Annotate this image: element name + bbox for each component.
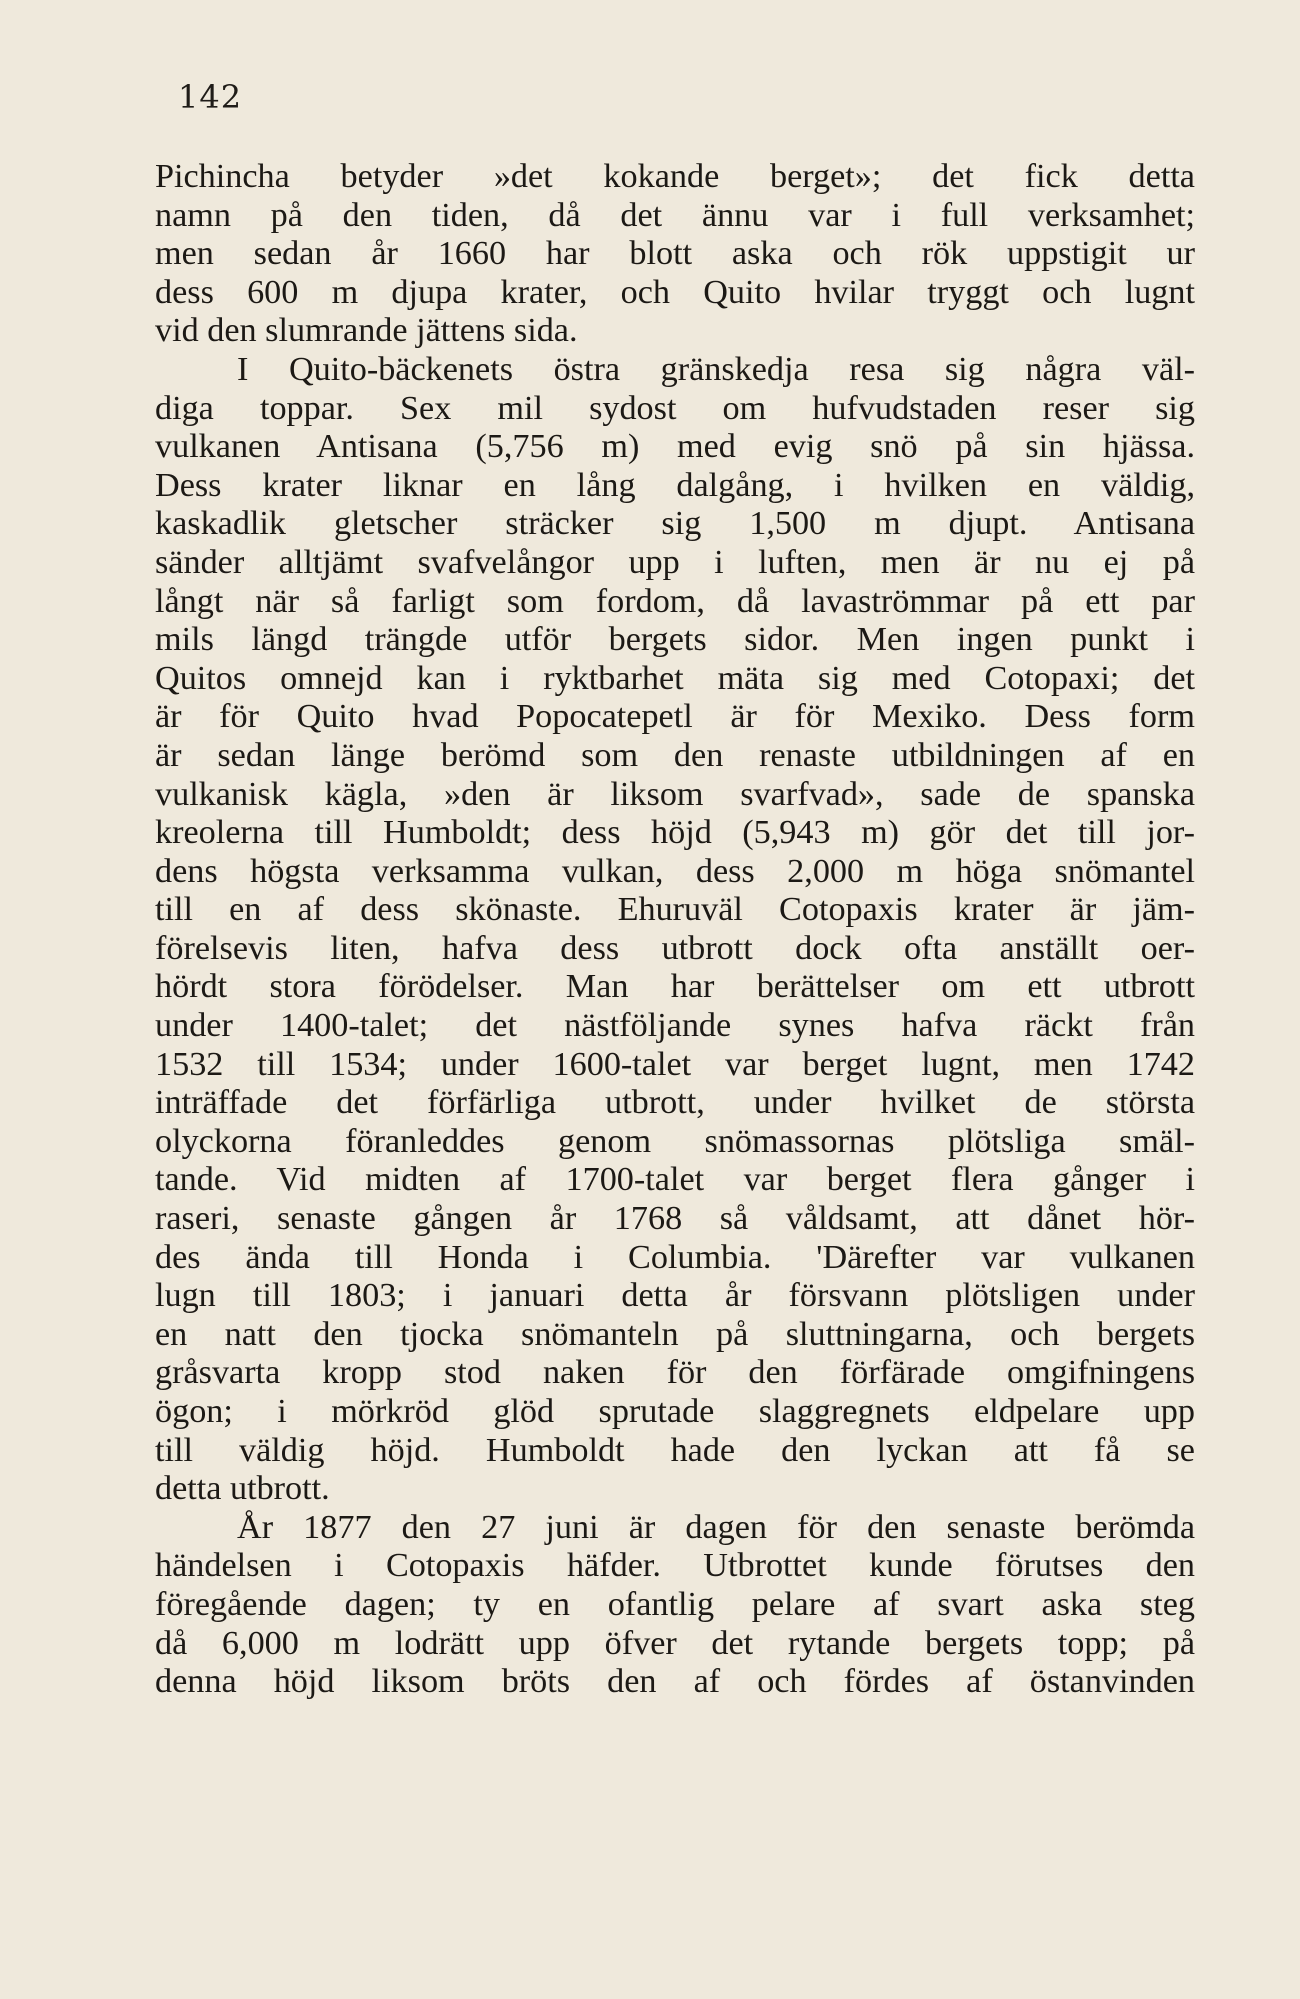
text-line: vulkanen Antisana (5,756 m) med evig snö på sin hjässa. <box>155 428 1195 466</box>
text-line: denna höjd liksom bröts den af och fördes af östanvinden <box>155 1663 1195 1701</box>
text-line: kreolerna till Humboldt; dess höjd (5,943 m) gör det till jor- <box>155 814 1195 852</box>
text-line: tande. Vid midten af 1700-talet var berget flera gånger i <box>155 1161 1195 1199</box>
text-line: förelsevis liten, hafva dess utbrott dock ofta anställt oer- <box>155 929 1195 967</box>
text-line: Pichincha betyder »det kokande berget»; det fick detta <box>155 158 1195 195</box>
text-line: långt när så farligt som fordom, då lavaströmmar på ett par <box>155 582 1195 620</box>
text-line: I Quito-bäckenets östra gränskedja resa sig några väl- <box>237 350 1195 388</box>
text-line: olyckorna föranleddes genom snömassornas plötsliga smäl- <box>155 1122 1195 1160</box>
text-line: vulkanisk kägla, »den är liksom svarfvad», sade de spanska <box>155 775 1195 813</box>
text-line: men sedan år 1660 har blott aska och rök uppstigit ur <box>155 235 1195 273</box>
text-line: en natt den tjocka snömanteln på sluttningarna, och bergets <box>155 1315 1195 1353</box>
text-line: till väldig höjd. Humboldt hade den lyckan att få se <box>155 1431 1195 1469</box>
text-line: des ända till Honda i Columbia. 'Därefter var vulkanen <box>155 1238 1195 1276</box>
text-line: till en af dess skönaste. Ehuruväl Cotopaxis krater är jäm- <box>155 891 1195 929</box>
text-line: 1532 till 1534; under 1600-talet var berget lugnt, men 1742 <box>155 1045 1195 1083</box>
text-line: diga toppar. Sex mil sydost om hufvudstaden reser sig <box>155 389 1195 427</box>
text-line: sänder alltjämt svafvelångor upp i luften, men är nu ej på <box>155 543 1195 581</box>
page-number: 142 <box>178 78 243 116</box>
text-line: vid den slumrande jättens sida. <box>155 312 578 350</box>
body-text <box>155 158 1195 1702</box>
text-line: inträffade det förfärliga utbrott, under hvilket de största <box>155 1084 1195 1122</box>
text-line: År 1877 den 27 juni är dagen för den senaste berömda <box>237 1508 1195 1546</box>
text-line: mils längd trängde utför bergets sidor. Men ingen punkt i <box>155 621 1195 659</box>
text-line: Quitos omnejd kan i ryktbarhet mäta sig med Cotopaxi; det <box>155 659 1195 697</box>
text-line: händelsen i Cotopaxis häfder. Utbrottet kunde förutses den <box>155 1547 1195 1585</box>
text-line: föregående dagen; ty en ofantlig pelare af svart aska steg <box>155 1585 1195 1623</box>
text-line: detta utbrott. <box>155 1470 330 1508</box>
text-line: raseri, senaste gången år 1768 så våldsamt, att dånet hör- <box>155 1200 1195 1238</box>
text-line: dens högsta verksamma vulkan, dess 2,000 m höga snömantel <box>155 852 1195 890</box>
text-line: ögon; i mörkröd glöd sprutade slaggregnets eldpelare upp <box>155 1393 1195 1430</box>
text-line: dess 600 m djupa krater, och Quito hvilar tryggt och lugnt <box>155 273 1195 311</box>
text-line: Dess krater liknar en lång dalgång, i hvilken en väldig, <box>155 466 1195 504</box>
text-line: under 1400-talet; det nästföljande synes hafva räckt från <box>155 1007 1195 1045</box>
text-line: är för Quito hvad Popocatepetl är för Mexiko. Dess form <box>155 698 1195 736</box>
text-line: lugn till 1803; i januari detta år försvann plötsligen under <box>155 1277 1195 1315</box>
text-line: kaskadlik gletscher sträcker sig 1,500 m djupt. Antisana <box>155 505 1195 543</box>
text-line: namn på den tiden, då det ännu var i full verksamhet; <box>155 196 1195 234</box>
text-line: då 6,000 m lodrätt upp öfver det rytande bergets topp; på <box>155 1624 1195 1662</box>
text-line: hördt stora förödelser. Man har berättelser om ett utbrott <box>155 968 1195 1006</box>
text-line: är sedan länge berömd som den renaste utbildningen af en <box>155 736 1195 774</box>
text-line: gråsvarta kropp stod naken för den förfärade omgifningens <box>155 1354 1195 1392</box>
